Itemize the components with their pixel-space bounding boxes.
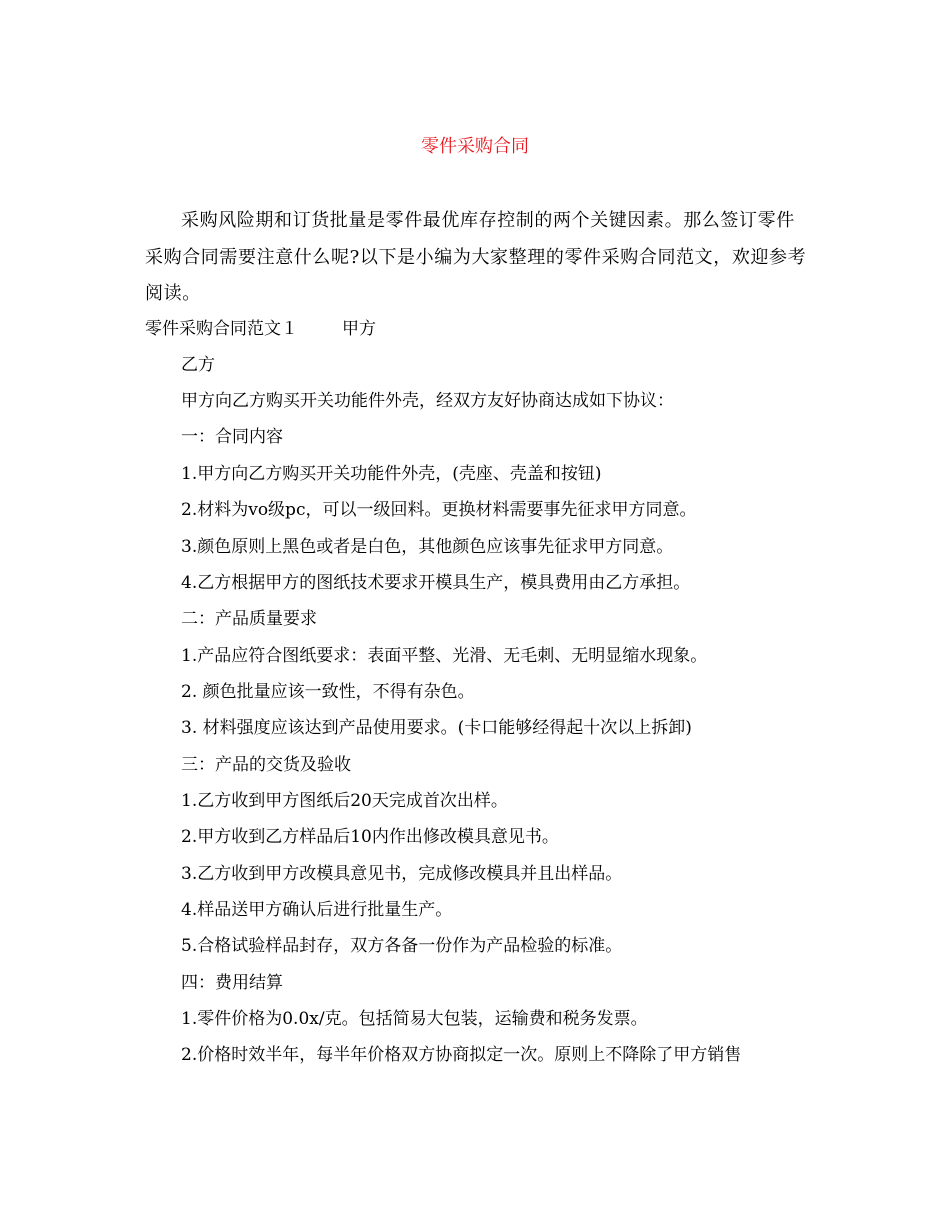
clause-item: 4.样品送甲方确认后进行批量生产。	[181, 900, 453, 920]
section-heading: 零件采购合同范文１	[145, 319, 298, 339]
document-title: 零件采购合同	[421, 136, 529, 157]
clause-heading: 四：费用结算	[181, 973, 283, 993]
clause-item: 2. 颜色批量应该一致性，不得有杂色。	[181, 682, 475, 702]
clause-item: 2.甲方收到乙方样品后10内作出修改模具意见书。	[181, 827, 559, 847]
clause-item: 2.价格时效半年，每半年价格双方协商拟定一次。原则上不降除了甲方销售	[181, 1045, 742, 1065]
clause-item: 1.零件价格为0.0x/克。包括简易大包装，运输费和税务发票。	[181, 1009, 648, 1029]
intro-paragraph: 采购风险期和订货批量是零件最优库存控制的两个关键因素。那么签订零件采购合同需要注意什么呢?以下是小编为大家整理的零件采购合同范文，欢迎参考阅读。	[145, 210, 807, 304]
preamble-text: 甲方向乙方购买开关功能件外壳，经双方友好协商达成如下协议：	[181, 391, 674, 411]
clause-item: 3.乙方收到甲方改模具意见书，完成修改模具并且出样品。	[181, 864, 623, 884]
clause-item: 3. 材料强度应该达到产品使用要求。(卡口能够经得起十次以上拆卸)	[181, 718, 692, 738]
clause-item: 3.颜色原则上黑色或者是白色，其他颜色应该事先征求甲方同意。	[181, 537, 674, 557]
clause-heading: 二：产品质量要求	[181, 609, 317, 629]
clause-item: 1.甲方向乙方购买开关功能件外壳，(壳座、壳盖和按钮)	[181, 464, 602, 484]
clause-item: 4.乙方根据甲方的图纸技术要求开模具生产，模具费用由乙方承担。	[181, 573, 691, 593]
party-a-label: 甲方	[342, 319, 376, 339]
clause-item: 5.合格试验样品封存，双方各备一份作为产品检验的标准。	[181, 936, 623, 956]
clause-item: 1.乙方收到甲方图纸后20天完成首次出样。	[181, 791, 508, 811]
clause-heading: 三：产品的交货及验收	[181, 755, 351, 775]
section-heading-line	[145, 317, 376, 341]
clause-item: 2.材料为vo级pc，可以一级回料。更换材料需要事先征求甲方同意。	[181, 500, 697, 520]
clause-item: 1.产品应符合图纸要求：表面平整、光滑、无毛刺、无明显缩水现象。	[181, 646, 708, 666]
party-b-label: 乙方	[181, 355, 215, 375]
clause-heading: 一：合同内容	[181, 427, 283, 447]
